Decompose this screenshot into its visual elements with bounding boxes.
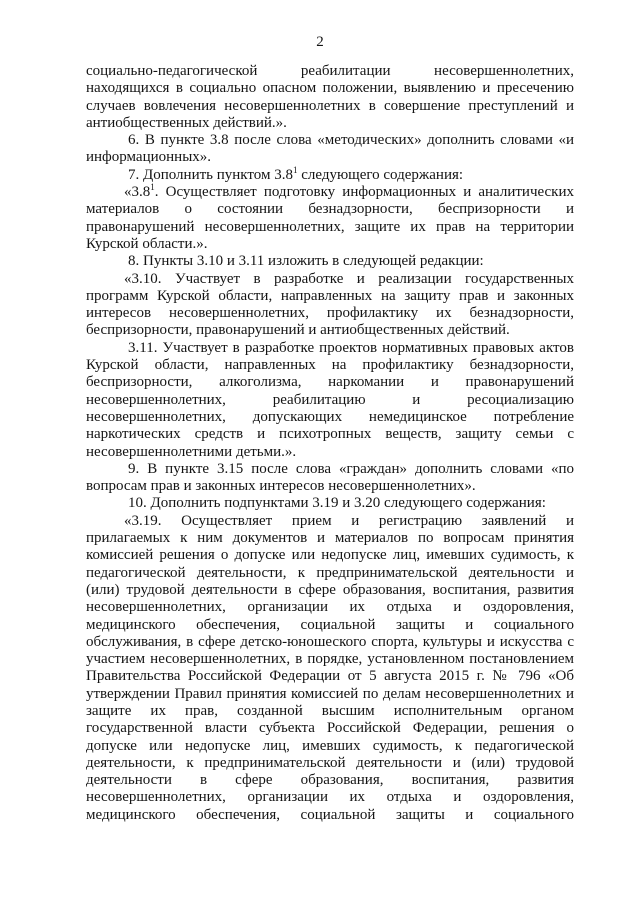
text-line-content: защите их прав, созданной высшим исполнительным органом (86, 702, 574, 719)
text-line (86, 686, 574, 703)
text-line (86, 80, 574, 97)
text-line-content: интересов несовершеннолетних, профилактику их безнадзорности, (86, 305, 574, 322)
text-line-content: 3.11. Участвует в разработке проектов нормативных правовых актов (128, 339, 574, 356)
text-line-content: материалов о состоянии безнадзорности, беспризорности и (86, 201, 574, 218)
text-line-content: антиобщественных действий.». (86, 114, 287, 131)
text-line (86, 703, 574, 720)
superscript: 1 (150, 182, 155, 193)
text-line-tail: следующего содержания: (297, 166, 464, 183)
text-line-content: наркотических средств и психотропных веществ, защиту семьи с (86, 426, 574, 443)
text-line-content: допуске или недопуске лиц, имевших судимость, к педагогической (86, 737, 574, 754)
text-line (86, 164, 574, 184)
text-line (86, 374, 574, 391)
text-line (86, 513, 574, 530)
text-line-content: участием несовершеннолетних, в порядке, установленном постановлением (86, 651, 574, 668)
text-line (86, 599, 574, 616)
text-line-content: несовершеннолетних, организации их отдыха и оздоровления, (86, 599, 574, 616)
text-line-content: находящихся в социально опасном положении, выявлению и пресечению (86, 80, 574, 97)
text-line-content: Курской области, направленных на профилактику безнадзорности, (86, 357, 574, 374)
text-line-content: медицинского обеспечения, социальной защиты и социального (86, 616, 574, 633)
text-line-content: несовершеннолетними детьми.». (86, 443, 297, 460)
text-line (86, 651, 574, 668)
text-line (86, 322, 574, 339)
text-line-content: «3.10. Участвует в разработке и реализации государственных (124, 270, 574, 287)
text-line-content: информационных». (86, 149, 212, 166)
text-line-content: комиссией решения о допуске или недопуске лиц, имевших судимость, к (86, 547, 574, 564)
text-line (86, 738, 574, 755)
text-line (86, 149, 574, 166)
text-line-content: деятельности, к предпринимательской деятельности и (или) трудовой (86, 754, 574, 771)
text-line (86, 236, 574, 253)
text-line (86, 582, 574, 599)
text-line-content: прилагаемых к ним документов и материалов по вопросам принятия (86, 530, 574, 547)
text-line-content: правонарушений несовершеннолетних, защите их прав на территории (86, 218, 574, 235)
text-line (86, 305, 574, 322)
text-line-content: вопросам прав и законных интересов несовершеннолетних». (86, 478, 476, 495)
text-line (86, 357, 574, 374)
text-line-content: государственной власти субъекта Российской Федерации, решения о (86, 720, 574, 737)
text-line (86, 392, 574, 409)
text-line (86, 409, 574, 426)
superscript: 1 (292, 164, 298, 175)
text-line-content: несовершеннолетних, допускающих немедицинское потребление (86, 408, 574, 425)
text-line (86, 547, 574, 564)
text-line (86, 478, 574, 495)
text-line-content: обслуживания, в сфере детско-юношеского спорта, культуры и искусства с (86, 633, 574, 650)
text-line-content: 8. Пункты 3.10 и 3.11 изложить в следующей редакции: (128, 253, 484, 270)
text-line-content: педагогической деятельности, к предпринимательской деятельности и (86, 564, 574, 581)
text-line (86, 340, 574, 357)
text-line (86, 115, 574, 132)
text-line (86, 789, 574, 806)
text-line (86, 495, 574, 512)
text-line (86, 720, 574, 737)
text-line-content: случаев вовлечения несовершеннолетних в совершение преступлений и (86, 97, 574, 114)
text-line-content: 9. В пункте 3.15 после слова «граждан» дополнить словами «по (128, 460, 574, 477)
text-line-content: 7. Дополнить пунктом 3.8 (128, 166, 293, 183)
text-line-content: несовершеннолетних, реабилитацию и ресоциализацию (86, 391, 574, 408)
text-line (86, 426, 574, 443)
text-line-content: Правительства Российской Федерации от 5 августа 2015 г. № 796 «Об (86, 668, 574, 685)
text-line (86, 253, 574, 270)
text-line (86, 444, 574, 461)
text-line-content: деятельности в сфере образования, воспитания, развития (86, 772, 574, 789)
text-line-content: «3.8 (124, 184, 151, 201)
text-line (86, 98, 574, 115)
text-line (86, 617, 574, 634)
document-body (86, 63, 574, 824)
text-line-content: программ Курской области, направленных на защиту прав и законных (86, 287, 574, 304)
text-line-content: социально-педагогической реабилитации несовершеннолетних, (86, 63, 574, 79)
text-line (86, 668, 574, 685)
text-line (86, 132, 574, 149)
text-line-content: беспризорности, алкоголизма, наркомании и правонарушений (86, 374, 574, 391)
text-line (86, 772, 574, 789)
text-line-content: беспризорности, правонарушений и антиобщественных действий. (86, 322, 510, 339)
text-line-content: «3.19. Осуществляет прием и регистрацию заявлений и (124, 512, 574, 529)
page-number: 2 (316, 34, 324, 50)
text-line-content: медицинского обеспечения, социальной защиты и социального (86, 806, 574, 823)
text-line (86, 63, 574, 80)
text-line (86, 461, 574, 478)
text-line-tail: . Осуществляет подготовку информационных и аналитических (154, 184, 574, 201)
text-line (86, 634, 574, 651)
text-line (86, 184, 574, 201)
text-line-content: (или) трудовой деятельности в сфере образования, воспитания, развития (86, 581, 574, 598)
text-line (86, 755, 574, 772)
text-line (86, 219, 574, 236)
text-line-content: 10. Дополнить подпунктами 3.19 и 3.20 следующего содержания: (128, 495, 546, 512)
text-line (86, 807, 574, 824)
text-line (86, 201, 574, 218)
text-line (86, 271, 574, 288)
text-line-content: утверждении Правил принятия комиссией по делам несовершеннолетних и (86, 685, 574, 702)
text-line (86, 565, 574, 582)
text-line-content: несовершеннолетних, организации их отдыха и оздоровления, (86, 789, 574, 806)
text-line (86, 288, 574, 305)
text-line-content: 6. В пункте 3.8 после слова «методических» дополнить словами «и (128, 132, 574, 149)
text-line-content: Курской области.». (86, 235, 208, 252)
text-line (86, 530, 574, 547)
